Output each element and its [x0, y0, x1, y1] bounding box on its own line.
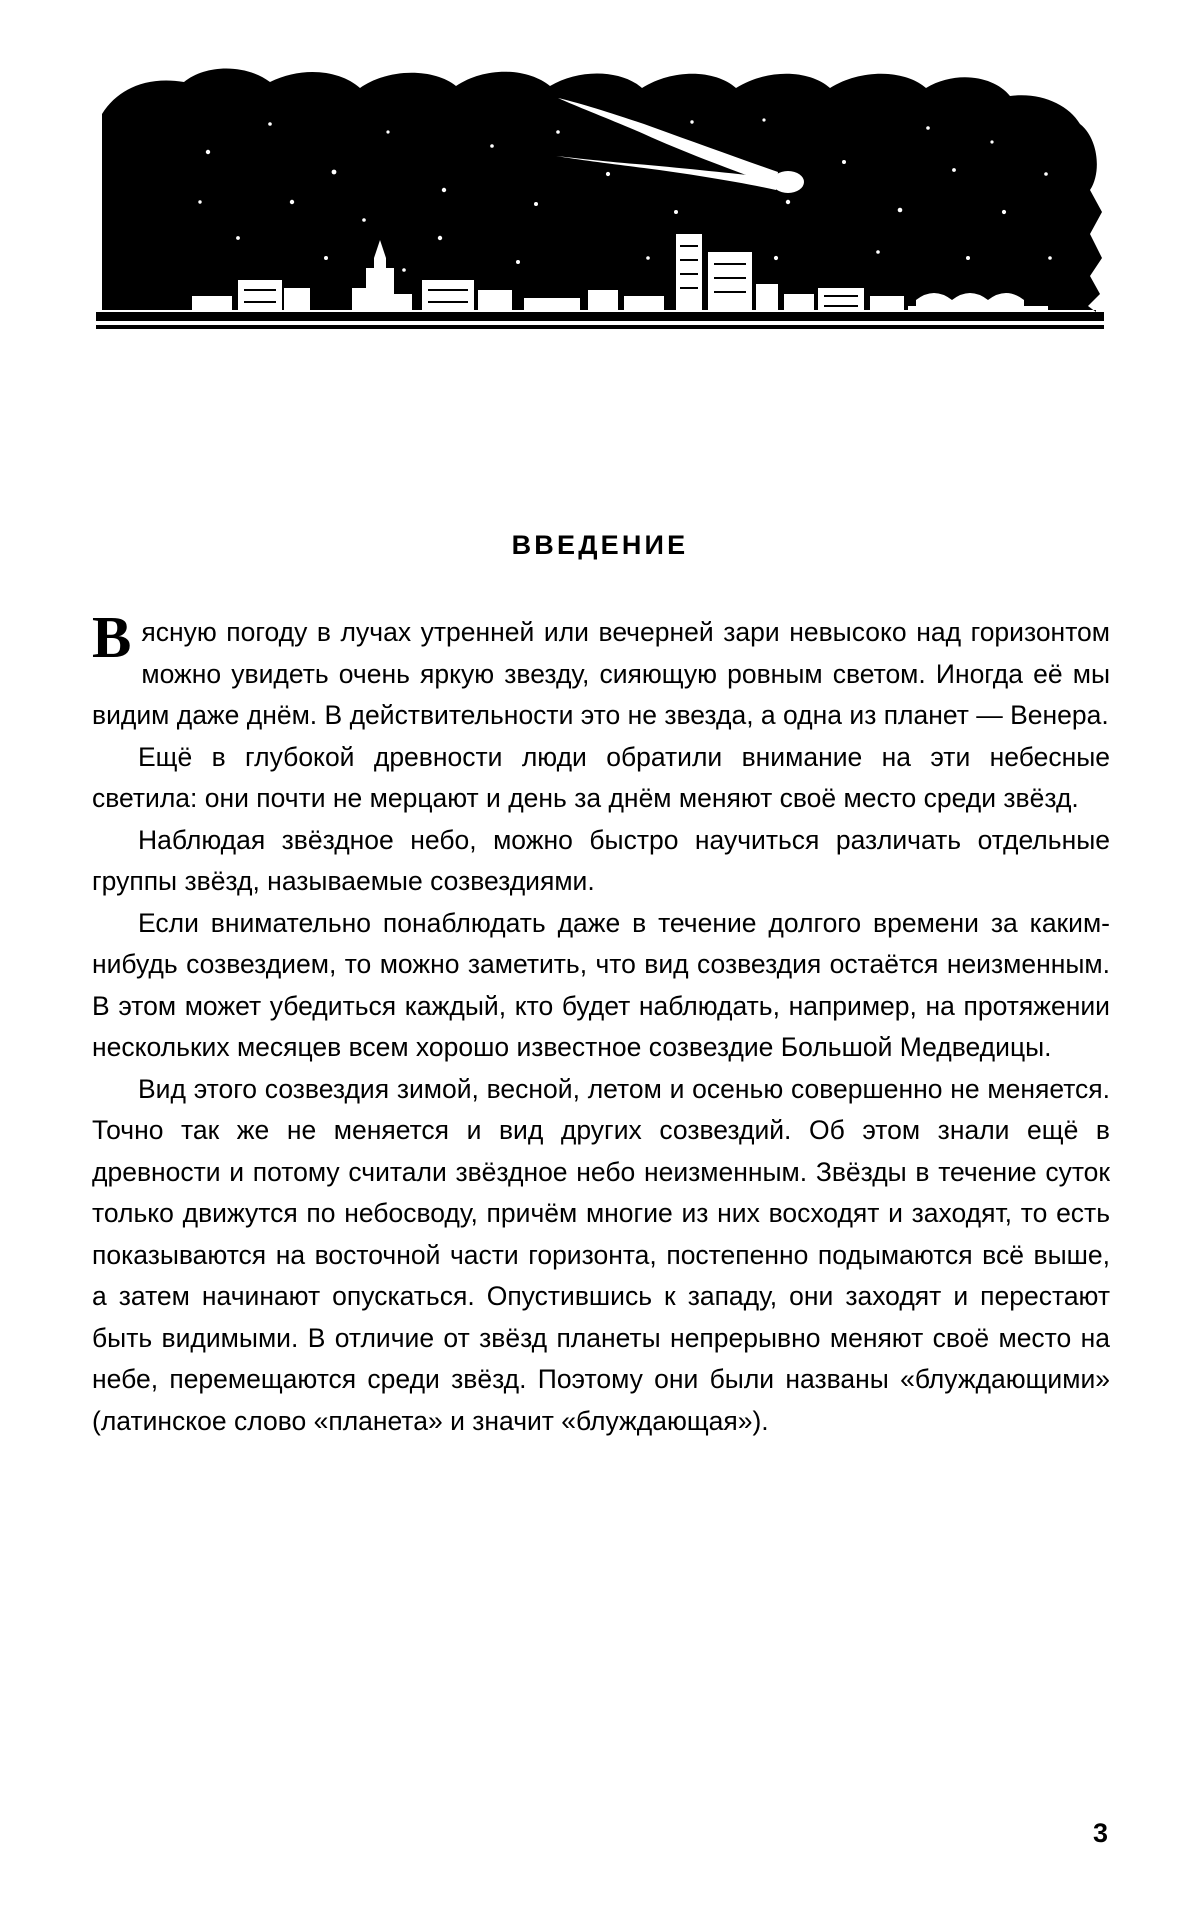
paragraph-2: Ещё в глубокой древности люди обратили внимание на эти небесные светила: они почти не мерцают и день за днём меняют своё место среди звёзд.	[92, 741, 1110, 813]
chapter-illustration	[88, 62, 1112, 372]
page-title: ВВЕДЕНИЕ	[511, 530, 689, 560]
paragraph-1-text: ясную погоду в лучах утренней или вечерней зари невысоко над горизонтом можно увидеть очень яркую звезду, сияющую ровным светом. Иногда её мы видим даже днём. В действительности это не звезда, а одна из планет — Венера.	[92, 617, 1110, 730]
paragraph-1	[92, 604, 1110, 737]
body-text	[92, 604, 1110, 1442]
paragraph-4: Если внимательно понаблюдать даже в течение долгого времени за каким-нибудь созвездием, то можно заметить, что вид созвездия остаётся неизменным. В этом может убедиться каждый, кто будет наблюдать, например, на протяжении нескольких месяцев всем хорошо известное созвездие Большой Медведицы.	[92, 907, 1110, 1062]
paragraph-3: Наблюдая звёздное небо, можно быстро научиться различать отдельные группы звёзд, называемые созвездиями.	[92, 824, 1110, 896]
drop-cap: В	[92, 604, 132, 670]
paragraph-5: Вид этого созвездия зимой, весной, летом и осенью совершенно не меняется. Точно так же не меняется и вид других созвездий. Об этом знали ещё в древности и потому считали звёздное небо неизменным. Звёзды в течение суток только движутся по небосводу, причём многие из них восходят и заходят, то есть показываются на восточной части горизонта, постепенно подымаются всё выше, а затем начинают опускаться. Опустившись к западу, они заходят и перестают быть видимыми. В отличие от звёзд планеты непрерывно меняют своё место на небе, перемещаются среди звёзд. Поэтому они были названы «блуждающими» (латинское слово «планета» и значит «блуждающая»).	[92, 1073, 1110, 1436]
page-number: 3	[1092, 1818, 1108, 1848]
